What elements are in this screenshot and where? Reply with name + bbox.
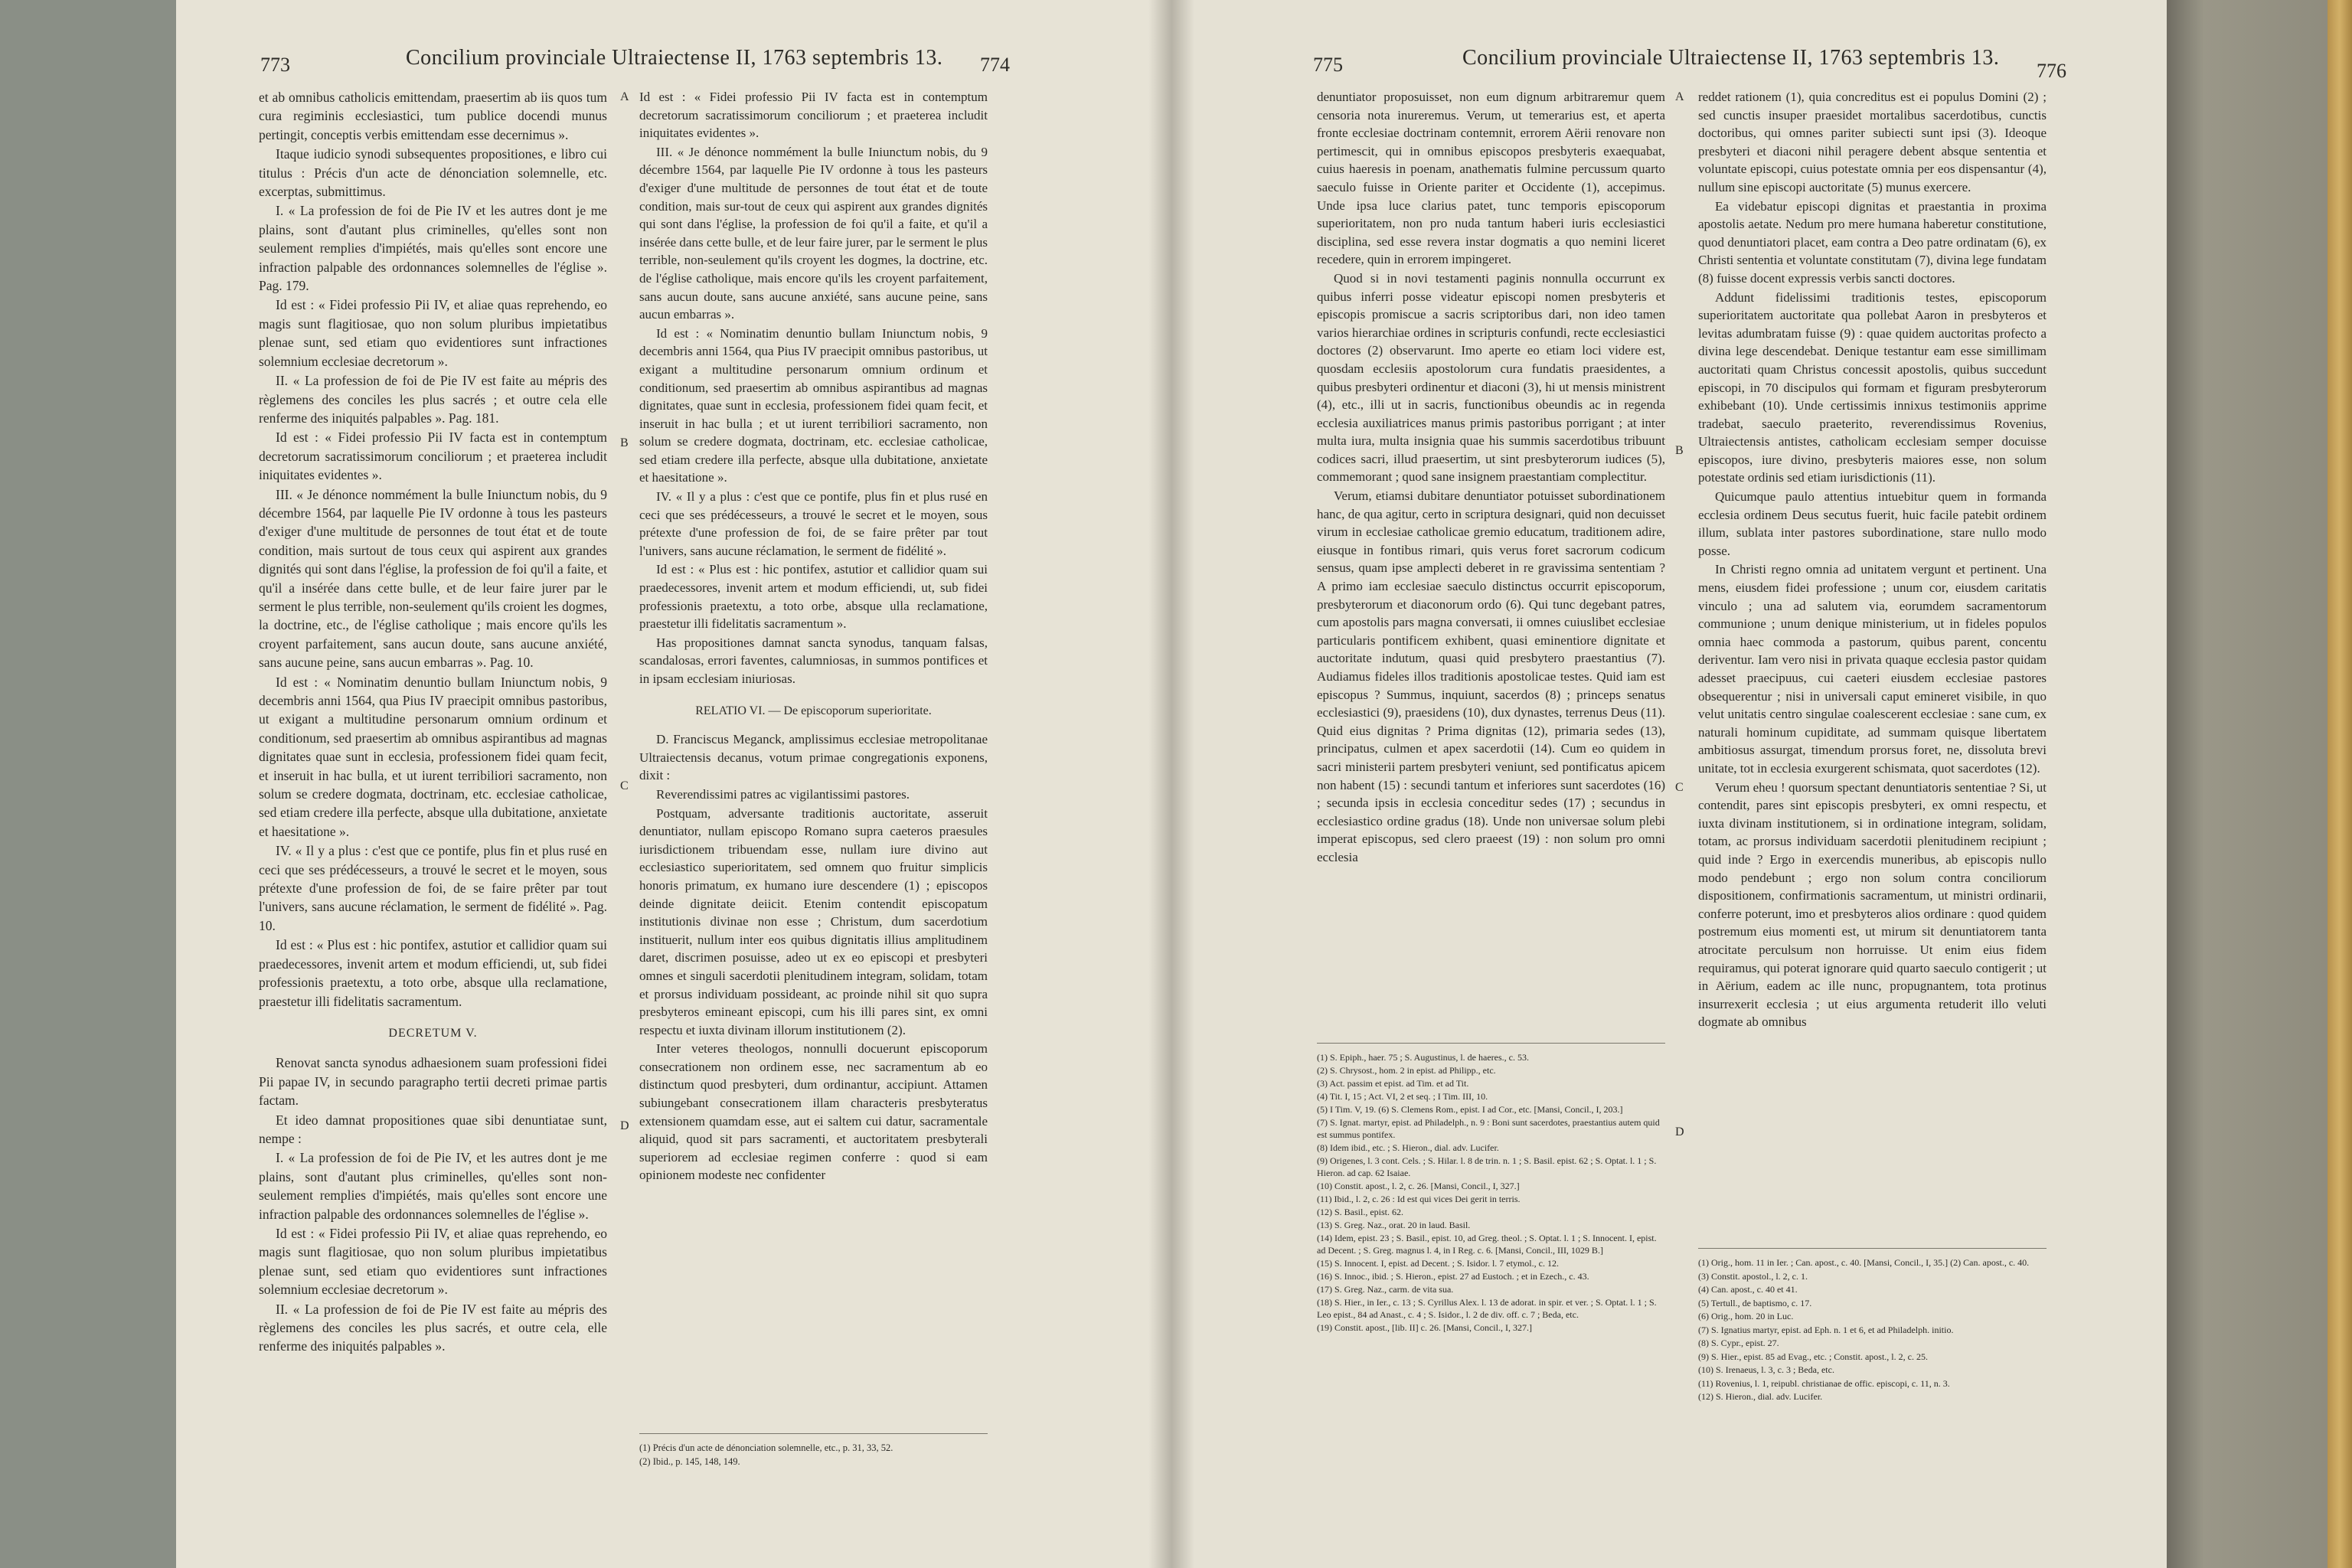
margin-letter: C [1675, 781, 1684, 794]
paragraph: I. « La profession de foi de Pie IV, et les autres dont je me plains, sont d'autant plus criminelles, qu'elles sont non-seulement remplies d'impiétés, mais qu'elles sont encore une infraction palpable des ordonnances solemnelles de l'église ». [259, 1150, 607, 1222]
footnote: (10) S. Irenaeus, l. 3, c. 3 ; Beda, etc. [1698, 1364, 1834, 1375]
paragraph: Postquam, adversante traditionis auctoritate, asseruit denuntiator, nullam episcopo Romano supra caeteros praesules iurisdictionem tribuendam esse, nullam iure divino aut ecclesiastico superioritatem, sed omnem quo fruitur simplicis honoris primatum, ex humano iure descendere (1) ; episcopos deinde dignitate deiicit. Etenim contendit episcopatum institutionis divinae non esse ; Christum, dum sacerdotium instituerit, nullum inter eos quibus dignitatis illius amplitudinem daret, discrimen posuisse, adeo ut ex eo episcopi et presbyteri omnes et singuli sacerdotii plenitudinem integram, solidam, totam et prorsus individuam possideant, ac proinde nihil sit quo supra presbyteros emineant episcopi, cum his illi pares sint, ex omni respectu et iuxta divinam illorum institutionem (2). [639, 805, 988, 1037]
page-number-774: 774 [980, 54, 1010, 76]
paragraph: Has propositiones damnat sancta synodus, tanquam falsas, scandalosas, errori faventes, calumniosas, in summos pontifices et in ipsam ecclesiam iniuriosas. [639, 635, 988, 686]
margin-letter: C [620, 779, 629, 792]
footnote: (17) S. Greg. Naz., carm. de vita sua. [1317, 1284, 1454, 1295]
left-page-footnotes [639, 1433, 988, 1469]
margin-letter: A [620, 90, 629, 103]
footnote: (9) Origenes, l. 3 cont. Cels. ; S. Hilar. l. 8 de trin. n. 1 ; S. Basil. epist. 62 ; S. Optat. l. 1 ; S. Hieron. ad cap. 62 Isaiae. [1317, 1155, 1657, 1178]
left-page-column-2 [639, 88, 988, 1185]
paragraph: Inter veteres theologos, nonnulli docuerunt episcoporum consecrationem non ordinem esse, nec sacramentum ab eo distinctum quod presbyteri, dum ordinantur, accipiunt. Attamen subiungebant consecrationem illam characteris presbyteratus extensionem quamdam esse, aut ei saltem cui datur, sacramentale aliquid, quod sit pars sacramenti, et auctoritatem presbyterali superiorem ad ecclesiae regimen conferre : quod si eam opinionem modeste nec confidenter [639, 1041, 988, 1183]
footnote: (3) Act. passim et epist. ad Tim. et ad Tit. [1317, 1078, 1469, 1089]
margin-letter: B [1675, 444, 1684, 457]
running-head-right: Concilium provinciale Ultraiectense II, 1763 septembris 13. [1462, 46, 2000, 70]
footnote: (5) I Tim. V, 19. (6) S. Clemens Rom., epist. I ad Cor., etc. [Mansi, Concil., I, 203.] [1317, 1104, 1623, 1115]
footnote: (2) S. Chrysost., hom. 2 in epist. ad Philipp., etc. [1317, 1065, 1496, 1076]
paragraph: III. « Je dénonce nommément la bulle Iniunctum nobis, du 9 décembre 1564, par laquelle Pie IV ordonne à tous les pasteurs d'exiger d'une multitude de personnes de tout état et de toute condition, mais surtout de tous ceux qui aspirent aux grandes dignités qui sont dans l'église, la profession de foi qu'il a faite, et qu'il a insérée dans cette bulle, et de leur faire jurer par le serment le plus terrible, non-seulement qu'ils croient les dogmes, la doctrine, etc., de l'église catholique ; mais encore qu'ils les croyent parfaitement, sans aucun doute, sans aucune anxiété, sans aucune peine, sans aucun embarras ». Pag. 10. [259, 486, 607, 671]
paragraph: Addunt fidelissimi traditionis testes, episcoporum superioritatem auctoritate qua pollebat Aaron in presbyteros et levitas adumbratam fuisse (9) : quae quidem auctoritas profecto a divina lege descendebat. Denique testantur eam esse simillimam auctoritati quam Christus concessit apostolis, quibus succedunt episcopi, in 70 discipulos qui formam et figuram presbyterorum exhibebant (10). Unde certissimis innixus testimoniis apprime tradebat, saeculo praeterito, reverendissimus Rovenius, Ultraiectensis antistes, catholicam ecclesiam semper docuisse episcopos, iure divino, presbyteris maiores esse, non solum potestate ordinis sed etiam iurisdictionis (11). [1698, 289, 2047, 485]
left-page [176, 0, 1171, 1568]
paragraph: Quod si in novi testamenti paginis nonnulla occurrunt ex quibus inferri posse videatur episcopi nomen presbyteris et episcopis promiscue a sacris scriptoribus dari, non ideo tamen varios hierarchiae ordines in scripturis confundi, recte ecclesiastici doctores (2) observarunt. Imo aperte eo etiam loci videre est, quosdam ecclesiis apostolorum cura fundatis praesidentes, a quibus presbyteri ordinentur et diaconi (3), hi ut mensis ministrent (4), etc., illi ut in sacris, functionibus obeundis ac in regenda ecclesia auxiliatrices manus primis pastoribus porrigant ; at inter multa iura, multa insignia quae his summis sacerdotibus tribuunt codices sacri, illud praesertim, ut sint presbyterorum iudices (5), commemorant ; quod sane insignem praestantiam complectitur. [1317, 270, 1665, 485]
footnote: (9) S. Hier., epist. 85 ad Evag., etc. ; Constit. apost., l. 2, c. 25. [1698, 1351, 1928, 1362]
footnote: (4) Can. apost., c. 40 et 41. [1698, 1284, 1798, 1295]
footnote: (1) Orig., hom. 11 in Ier. ; Can. apost., c. 40. [Mansi, Concil., I, 35.] (2) Can. apost., c. 40. [1698, 1257, 2030, 1268]
paragraph: IV. « Il y a plus : c'est que ce pontife, plus fin et plus rusé en ceci que ses prédécesseurs, a trouvé le secret et le moyen, sous prétexte d'une profession de foi, de se faire prêter par tout l'univers, sans aucune réclamation, le serment de fidélité ». [639, 489, 988, 558]
paragraph: et ab omnibus catholicis emittendam, praesertim ab iis quos tum cura regiminis ecclesiastici, tum publice docendi munus pertingit, conceptis verbis emittendam esse decernimus ». [259, 90, 607, 142]
footnote: (12) S. Basil., epist. 62. [1317, 1207, 1403, 1217]
margin-letter: D [620, 1119, 629, 1132]
footnote: (7) S. Ignat. martyr, epist. ad Philadelph., n. 9 : Boni sunt sacerdotes, praestantius autem quid est summus pontifex. [1317, 1117, 1660, 1140]
paragraph: Id est : « Nominatim denuntio bullam Iniunctum nobis, 9 decembris anni 1564, qua Pius IV praecipit omnibus pastoribus, ut exigant a multitudine personarum omnium ordinum et conditionum, sed praesertim ab omnibus aspirantibus ad magnas dignitates quae sunt in ecclesia, professionem fidei quam fecit, et inseruit in hac bulla, et ut iurent terribiliori sacramento, non solum se credere dogmata, doctrinam, etc. ecclesiae catholicae, sed etiam credere illa perfecte, absque ulla dubitatione, anxietate et haesitatione ». [259, 674, 607, 839]
footnote: (1) S. Epiph., haer. 75 ; S. Augustinus, l. de haeres., c. 53. [1317, 1052, 1529, 1063]
footnote: (4) Tit. I, 15 ; Act. VI, 2 et seq. ; I Tim. III, 10. [1317, 1091, 1488, 1102]
footnote: (16) S. Innoc., ibid. ; S. Hieron., epist. 27 ad Eustoch. ; et in Ezech., c. 43. [1317, 1271, 1589, 1282]
paragraph: Ea videbatur episcopi dignitas et praestantia in proxima apostolis aetate. Nedum pro mere humana haberetur constitutione, quod denuntiatori placet, eam contra a Deo patre ordinatam (6), ex Christi sententia et voluntate constitutam (7), divina lege fundatam (8) fuisse docent expressis verbis sancti doctores. [1698, 198, 2047, 286]
footnote: (6) Orig., hom. 20 in Luc. [1698, 1311, 1794, 1321]
paragraph: Renovat sancta synodus adhaesionem suam professioni fidei Pii papae IV, in secundo paragrapho tertii decreti primae partis factam. [259, 1055, 607, 1109]
footnote: (12) S. Hieron., dial. adv. Lucifer. [1698, 1391, 1823, 1402]
paragraph: denuntiator proposuisset, non eum dignum arbitraremur quem censoria nota inureremus. Verum, ut temerarius est, et aperta fronte ecclesiae doctrinam contemnit, errorem Aërii renovare non pertimescit, qui in omnibus episcopos presbyteris exaequabat, cuius haeresis in poenam, anathematis fulmine percussum quarto saeculo fuisse in Oriente pariter et Occidente (1), accepimus. Unde ipsa luce clarius patet, tunc temporis episcoporum superioritatem, non pro nuda tantum haberi iuris ecclesiastici disciplina, sed esse revera instar dogmatis a quo nemini liceret recedere, quin in errorem impingeret. [1317, 90, 1665, 267]
decretum-heading: DECRETUM V. [388, 1026, 478, 1040]
paragraph: IV. « Il y a plus : c'est que ce pontife, plus fin et plus rusé en ceci que ses prédécesseurs, a trouvé le secret et le moyen, sous prétexte d'une profession de foi, de se faire prêter par tout l'univers, sans aucune réclamation, le serment de fidélité ». Pag. 10. [259, 843, 607, 933]
paragraph: Itaque iudicio synodi subsequentes propositiones, e libro cui titulus : Précis d'un acte de dénonciation solemnelle, etc. excerptas, submittimus. [259, 146, 607, 200]
footnote: (8) S. Cypr., epist. 27. [1698, 1338, 1779, 1348]
footnote: (13) S. Greg. Naz., orat. 20 in laud. Basil. [1317, 1220, 1471, 1230]
paragraph: In Christi regno omnia ad unitatem vergunt et pertinent. Una mens, eiusdem fidei professione ; unum cor, eiusdem caritatis vinculo ; una ad salutem via, eorumdem sacramentorum communione ; unum denique ministerium, ut in fideles populos omnia haec commoda a pastorum, quibus parent, concentu deriventur. Iam vero nisi in privata quaque ecclesia pastor quidam adesset praecipuus, cui caeteri eiusdem ecclesiae pastores obsequerentur ; nisi in universali caput emineret visibile, in quo velut unitatis centro singulae coalescerent ecclesiae : sane cum, ex naturali hominum cupiditate, ad summam quisque libertatem ambitiosus assurgat, timendum prorsus foret, ne, dissoluta brevi unitate, tot in ecclesia exurgerent schismata, quot sacerdotes (12). [1698, 562, 2047, 776]
book-cover-board [2328, 0, 2352, 1568]
paragraph: Et ideo damnat propositiones quae sibi denuntiatae sunt, nempe : [259, 1112, 607, 1146]
paragraph: Id est : « Plus est : hic pontifex, astutior et callidior quam sui praedecessores, invenit artem et modum efficiendi, ut, sub fidei professionis praetextu, a toto orbe, absque ulla reclamatione, praestetur illi fidelitatis sacramentum. [259, 937, 607, 1009]
paragraph: Verum, etiamsi dubitare denuntiator potuisset subordinationem hanc, de qua agitur, certo in scriptura designari, quid non decuisset virum in ecclesiae catholicae gremio educatum, traditionem adire, eiusque in fontibus rimari, quis verus foret sacrorum codicum sensus, quam ipse amplecti deberet in re gravissima sententiam ? A primo iam ecclesiae saeculo distinctus occurrit episcoporum, presbyterorum et diaconorum ordo (6). Qui tunc degebant patres, cum apostolis pars magna conversati, ii omnes cuiuslibet ecclesiae particularis pontificem exhibent, quasi eminentiore dignitate et auctoritate indutum, quasi quid presbytero praestantius (7). Audiamus fideles illos traditionis apostolicae testes. Quid iam est episcopus ? Summus, inquiunt, sacerdos (8) ; princeps senatus ecclesiastici (9), praesidens (10), dux dynastes, terrenus Deus (11). Quid eius dignitas ? Prima dignitas (12), primaria sedes (13), principatus, culmen et apex sacerdotii (14). Cum eo quidem in sacri ministerii partem presbyteri veniunt, sed pontificatus apicem non habent (15) : secundi tantum et inferiores sunt sacerdotes (16) ; secunda ipsis in ecclesia conceditur sedes (17) ; secundus in ecclesiastico ordine gradus (18). Unde non universae solum plebi imperat episcopus, sed clero praeest (19) : non solum pro omni ecclesia [1317, 488, 1665, 864]
right-page-footnotes-2 [1698, 1248, 2047, 1404]
paragraph: I. « La profession de foi de Pie IV et les autres dont je me plains, sont d'autant plus criminelles, qu'elles sont non seulement remplies d'impiétés, mais qu'elles sont encore une infraction palpable des ordonnances solemnelles de l'église ». Pag. 179. [259, 203, 607, 294]
footnote: (10) Constit. apost., l. 2, c. 26. [Mansi, Concil., I, 327.] [1317, 1181, 1520, 1191]
right-page-column-2 [1698, 88, 2047, 1032]
paragraph: D. Franciscus Meganck, amplissimus ecclesiae metropolitanae Ultraiectensis decanus, votum primae congregationis exponens, dixit : [639, 732, 988, 783]
footnote: (7) S. Ignatius martyr, epist. ad Eph. n. 1 et 6, et ad Philadelph. initio. [1698, 1324, 1954, 1335]
book-spread [176, 0, 2167, 1568]
right-page-footnotes-1 [1317, 1043, 1665, 1334]
footnote: (3) Constit. apostol., l. 2, c. 1. [1698, 1270, 1808, 1282]
margin-letter: B [620, 436, 629, 449]
margin-letter: D [1675, 1125, 1684, 1138]
footnote: (18) S. Hier., in Ier., c. 13 ; S. Cyrillus Alex. l. 13 de adorat. in spir. et ver. ; S. Optat. l. 1 ; S. Leo epist., 84 ad Anast., c. 4 ; S. Isidor., l. 2 de div. off. c. 7 ; Beda, etc. [1317, 1297, 1657, 1320]
footnote: (5) Tertull., de baptismo, c. 17. [1698, 1297, 1812, 1308]
footnote: (11) Rovenius, l. 1, reipubl. christianae de offic. episcopi, c. 11, n. 3. [1698, 1377, 1950, 1389]
paragraph: Id est : « Fidei professio Pii IV facta est in contemptum decretorum sacratissimorum conciliorum ; et praeterea includit iniquitates evidentes ». [259, 430, 607, 483]
footnote: (1) Précis d'un acte de dénonciation solemnelle, etc., p. 31, 33, 52. [639, 1442, 893, 1453]
paragraph: II. « La profession de foi de Pie IV est faite au mépris des règlemens des conciles les plus sacrés ; et outre cela elle renferme des iniquités palpables ». Pag. 181. [259, 373, 607, 426]
paragraph: II. « La profession de foi de Pie IV est faite au mépris des règlemens des conciles les plus sacrés, et outre cela, elle renferme des iniquités palpables ». [259, 1301, 607, 1354]
footnote: (19) Constit. apost., [lib. II] c. 26. [Mansi, Concil., I, 327.] [1317, 1322, 1532, 1333]
footnote: (14) Idem, epist. 23 ; S. Basil., epist. 10, ad Greg. theol. ; S. Optat. l. 1 ; S. Innocent. I, epist. ad Decent. ; S. Greg. magnus l. 4, in I Reg. c. 6. [Mansi, Concil., III, 1029 B.] [1317, 1233, 1657, 1256]
paragraph: Quicumque paulo attentius intuebitur quem in formanda ecclesia ordinem Deus secutus fuerit, huic facile patebit ordinem illum, sublata inter pastores subordinatione, stare nullo modo posse. [1698, 489, 2047, 558]
paragraph: Id est : « Fidei professio Pii IV, et aliae quas reprehendo, eo magis sunt flagitiosae, quo non solum pluribus impietatibus plenae sunt, sed etiam quo evidentiores sunt infractiones solemnium ecclesiae decretorum ». [259, 1225, 607, 1298]
footnote: (11) Ibid., l. 2, c. 26 : Id est qui vices Dei gerit in terris. [1317, 1194, 1521, 1204]
margin-letter: A [1675, 90, 1684, 103]
relatio-heading: RELATIO VI. — De episcoporum superioritate. [695, 704, 932, 717]
footnote: (15) S. Innocent. I, epist. ad Decent. ; S. Isidor. l. 7 etymol., c. 12. [1317, 1258, 1559, 1269]
paragraph: Id est : « Nominatim denuntio bullam Iniunctum nobis, 9 decembris anni 1564, qua Pius IV praecipit omnibus pastoribus, ut exigant a multitudine personarum omnium ordinum et conditionum, sed praesertim ab omnibus aspirantibus ad magnas dignitates, quae sunt in ecclesia, professionem fidei quam fecit, et inseruit in hac bulla ; et ut iurent terribiliori sacramento, non solum se credere dogmata, doctrinam, etc. ecclesiae catholicae, sed etiam credere illa perfecte, absque ulla dubitatione, anxietate et haesitatione ». [639, 325, 988, 485]
paragraph: reddet rationem (1), quia concreditus est ei populus Domini (2) ; sed cunctis insuper praesidet mortalibus sacerdotibus, cunctis doctoribus, qui omnes pariter subiecti sunt ipsi (3). Ideoque presbyteri et diaconi nihil peragere debent absque sententia et voluntate episcopi, cuius potestate omnia per eos dispensantur (4), nullum sine episcopi auctoritate (5) munus exercere. [1698, 90, 2047, 194]
paragraph: Id est : « Plus est : hic pontifex, astutior et callidior quam sui praedecessores, invenit artem et modum efficiendi, ut, sub fidei professionis praetextu, a toto orbe, absque ulla reclamatione, praestetur illi fidelitatis sacramentum ». [639, 562, 988, 632]
paragraph: Id est : « Fidei professio Pii IV facta est in contemptum decretorum sacratissimorum conciliorum ; et praeterea includit iniquitates evidentes ». [639, 90, 988, 141]
paragraph: Reverendissimi patres ac vigilantissimi pastores. [656, 786, 910, 802]
footnote: (8) Idem ibid., etc. ; S. Hieron., dial. adv. Lucifer. [1317, 1142, 1499, 1153]
page-number-776: 776 [2037, 60, 2066, 82]
book-page-edge [2167, 0, 2352, 1568]
right-page-column-1 [1317, 88, 1665, 867]
footnote: (2) Ibid., p. 145, 148, 149. [639, 1456, 740, 1467]
paragraph: III. « Je dénonce nommément la bulle Iniunctum nobis, du 9 décembre 1564, par laquelle Pie IV ordonne à tous les pasteurs d'exiger d'une multitude de personnes de tout état et de toute condition, mais sur-tout de ceux qui aspirent aux grandes dignités qui sont dans l'église, la profession de foi qu'il a faite, et qu'il a insérée dans cette bulle, et de leur faire jurer, par le serment le plus terrible, non-seulement qu'ils croyent les dogmes, la doctrine, etc. de l'église catholique, mais encore qu'ils les croyent parfaitement, sans aucun doute, sans aucune anxiété, sans aucune peine, sans aucun embarras ». [639, 144, 988, 322]
running-head-left: Concilium provinciale Ultraiectense II, 1763 septembris 13. [406, 46, 943, 70]
paragraph: Id est : « Fidei professio Pii IV, et aliae quas reprehendo, eo magis sunt flagitiosae, quo non solum pluribus impietatibus plenae sunt, sed etiam quo evidentiores sunt infractiones solemnium ecclesiae decretorum ». [259, 297, 607, 369]
left-page-column-1 [259, 88, 607, 1357]
page-number-775: 775 [1313, 54, 1343, 76]
right-page [1171, 0, 2167, 1568]
page-number-773: 773 [260, 54, 290, 76]
paragraph: Verum eheu ! quorsum spectant denuntiatoris sententiae ? Si, ut contendit, pares sint episcopis presbyteri, ex omni respectu, et iuxta divinam institutionem, si in ordinatione integram, solidam, totam, ac prorsus individuam sacerdotii plenitudinem recipiunt ; quid inde ? Ergo in exercendis muneribus, ab episcopis nullo modo pendebunt ; ergo non solum contra conciliorum dispositionem, confirmationis sacramentum, ut ministri ordinarii, conferre poterunt, imo et presbyteros alios ordinare : quod quidem postremum eius momenti est, ut mirum sit denuntiatorem tanta atrocitate perculsum non horruisse. Ut enim eius fidem requiramus, qui poterat ignorare quid quarto saeculo contigerit ; ut in Aërium, eadem ac ille nunc, propugnantem, tota protinus insurrexerit ecclesia ; ut eius argumenta retuderit illo veluti dogmate ab omnibus [1698, 779, 2047, 1030]
